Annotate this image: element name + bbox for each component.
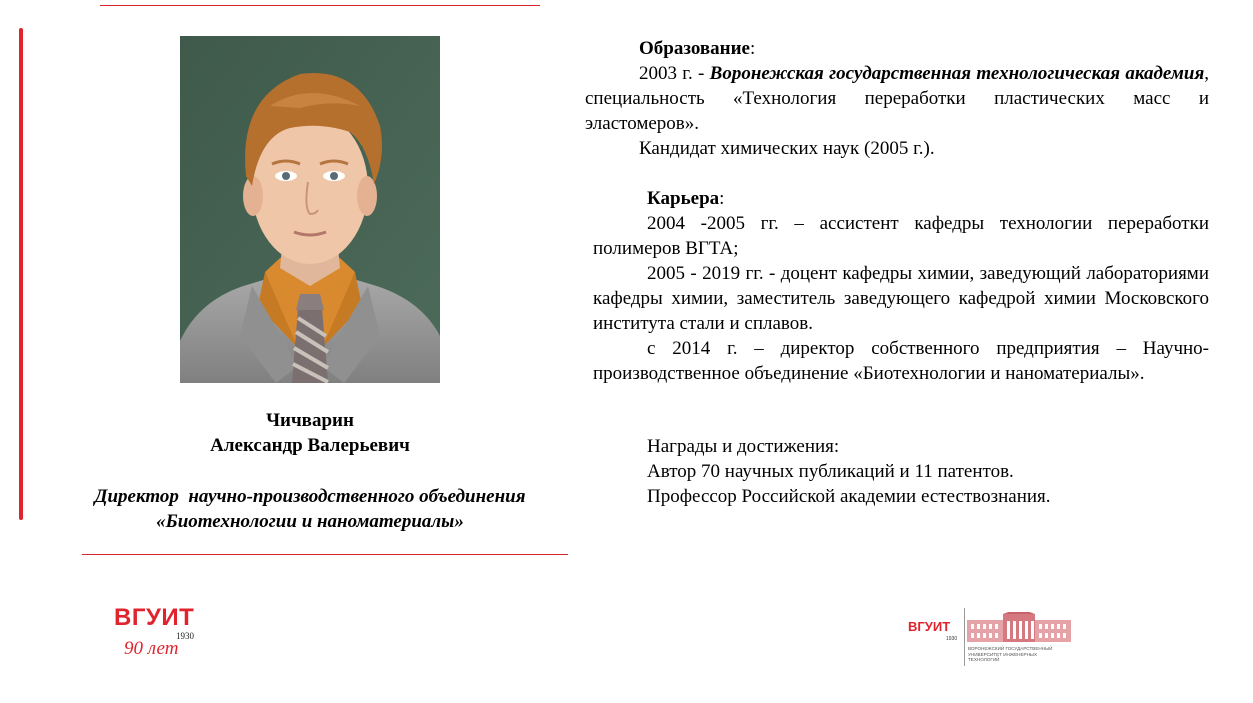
education-heading-line: Образование: — [639, 38, 756, 59]
career-item: 2005 - 2019 гг. - доцент кафедры химии, заведующий лабораториями кафедры химии, заместитель заведующего кафедрой химии Московского института стали и сплавов. — [593, 263, 1209, 334]
portrait-photo — [180, 36, 440, 383]
person-name — [180, 408, 440, 458]
surname: Чичварин — [266, 410, 354, 431]
education-year: 2003 г. - — [639, 63, 710, 84]
career-item: с 2014 г. – директор собственного предприятия – Научно-производственное объединение «Биотехнологии и наноматериалы». — [593, 338, 1209, 384]
given-names: Александр Валерьевич — [210, 435, 410, 456]
position-line-2: «Биотехнологии и наноматериалы» — [156, 511, 464, 532]
logo-left-year: 1930 — [176, 631, 194, 641]
education-entry — [585, 61, 1209, 136]
career-heading: Карьера — [647, 188, 720, 209]
position-line-1: Директор научно-производственного объединения — [94, 486, 526, 507]
portrait-illustration — [180, 36, 440, 383]
logo-left-anniversary: 90 лет — [124, 638, 179, 659]
awards-heading: Награды и достижения: — [647, 436, 840, 457]
bottom-divider — [82, 554, 568, 555]
person-position — [40, 484, 580, 534]
award-item: Профессор Российской академии естествознания. — [647, 486, 1051, 507]
vguit-90-years-logo — [112, 604, 208, 662]
awards-section — [647, 434, 1207, 509]
logo-right-caption: ВОРОНЕЖСКИЙ ГОСУДАРСТВЕННЫЙ УНИВЕРСИТЕТ ИНЖЕНЕРНЫХ ТЕХНОЛОГИЙ — [968, 646, 1053, 663]
award-item: Автор 70 научных публикаций и 11 патентов. — [647, 461, 1014, 482]
career-item: 2004 -2005 гг. – ассистент кафедры технологии переработки полимеров ВГТА; — [593, 213, 1209, 259]
education-specialty: , специальность «Технология переработки пластических масс и эластомеров». — [585, 63, 1209, 134]
logo-right-year: 1930 — [946, 636, 958, 642]
top-divider — [100, 5, 540, 6]
education-institution: Воронежская государственная технологическая академия — [709, 63, 1205, 84]
left-accent-bar — [19, 28, 23, 520]
university-building-icon — [967, 612, 1071, 642]
career-heading-line: Карьера: — [647, 188, 725, 209]
education-heading: Образование — [639, 38, 750, 59]
logo-left-name: ВГУИТ — [114, 604, 195, 631]
biography-column — [585, 36, 1209, 386]
logo-right-name: ВГУИТ — [908, 619, 951, 634]
education-degree: Кандидат химических наук (2005 г.). — [639, 138, 935, 159]
vguit-university-logo — [906, 608, 1074, 668]
